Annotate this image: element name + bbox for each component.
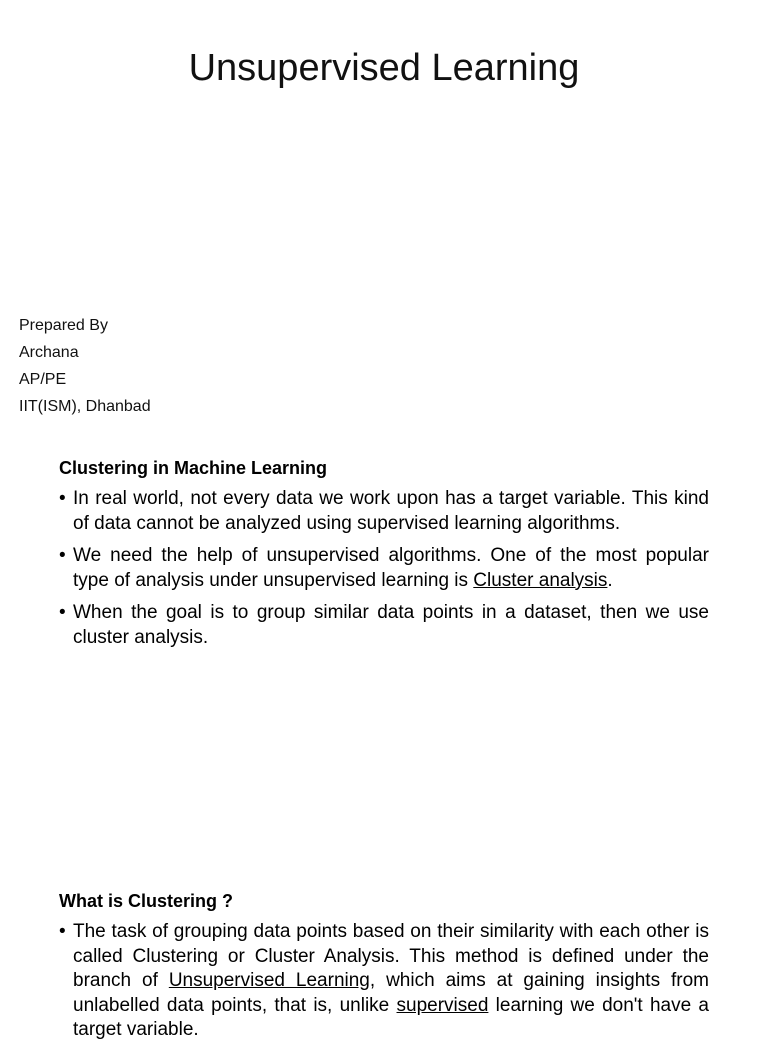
bullet-text-end: . (607, 569, 613, 591)
title-slide (0, 0, 768, 432)
bullet-list (59, 487, 709, 658)
bullet-text: learning we don't have a target variable. (73, 994, 709, 1040)
bullet-item (59, 544, 709, 593)
bullet-text: In real world, not every data we work upon has a target variable. This kind of data cannot be analyzed using supervised learning algorithms. (73, 488, 709, 534)
unsupervised-learning-link[interactable]: Unsupervised Learning (168, 970, 370, 991)
cluster-analysis-link[interactable]: Cluster analysis (473, 569, 608, 591)
author-institute: IIT(ISM), Dhanbad (19, 398, 151, 415)
slide-heading: Clustering in Machine Learning (59, 458, 328, 478)
bullet-item (59, 487, 709, 536)
author-info (19, 312, 151, 420)
clustering-in-ml-slide (0, 432, 768, 864)
supervised-link[interactable]: supervised (396, 994, 489, 1016)
bullet-item (59, 920, 709, 1043)
author-designation: AP/PE (19, 371, 67, 388)
bullet-text: We need the help of unsupervised algorithms. One of the most popular type of analysis under unsupervised learning is (73, 545, 709, 591)
author-name: Archana (19, 344, 79, 361)
slide-heading: What is Clustering ? (59, 891, 234, 911)
what-is-clustering-slide (0, 864, 768, 1040)
slide-title: Unsupervised Learning (188, 47, 580, 89)
bullet-text: When the goal is to group similar data points in a dataset, then we use cluster analysis. (73, 602, 709, 648)
bullet-list (59, 920, 709, 1051)
prepared-by-label: Prepared By (19, 317, 108, 334)
bullet-text: , which aims at gaining insights from unlabelled data points, that is, unlike (73, 970, 709, 1016)
bullet-item (59, 601, 709, 650)
bullet-text: The task of grouping data points based on their similarity with each other is called Clustering or Cluster Analysis. This method is defined under the branch of (73, 921, 709, 991)
